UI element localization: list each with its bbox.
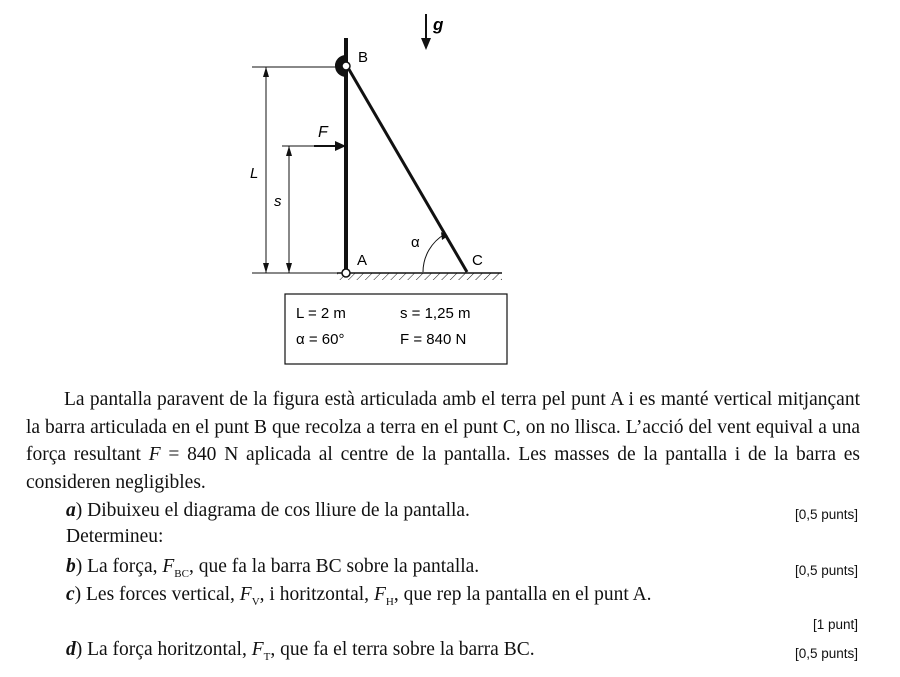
data-s: s = 1,25 m xyxy=(400,305,471,322)
question-a xyxy=(66,500,470,522)
question-d-text-2: , que fa el terra sobre la barra BC. xyxy=(270,639,535,660)
hinge-a xyxy=(342,269,350,277)
question-d xyxy=(66,639,535,663)
gravity-arrow xyxy=(421,14,431,50)
data-f: F = 840 N xyxy=(400,331,467,348)
question-d-letter: d xyxy=(66,639,76,660)
angle-alpha-label: α xyxy=(411,234,420,251)
statement-text-1: La pantalla paravent de la figura està articulada amb el terra pel punt A i es manté vertical mitjançant la barra articulada en el punt B que recolza a terra en el punt C, on no llisca. L’acció del vent equival a una força resultant xyxy=(26,389,860,465)
data-l: L = 2 m xyxy=(296,305,346,322)
point-a-label: A xyxy=(357,252,368,269)
question-d-var: F xyxy=(251,639,264,660)
question-a-points: [0,5 punts] xyxy=(794,507,858,522)
problem-statement xyxy=(26,386,860,496)
point-c-label: C xyxy=(472,252,483,269)
question-c-text-2: , i horitzontal, xyxy=(259,584,374,605)
question-b-letter: b xyxy=(66,556,76,577)
question-c-text-3: , que rep la pantalla en el punt A. xyxy=(393,584,652,605)
question-b xyxy=(66,556,479,580)
determine-label: Determineu: xyxy=(66,526,164,547)
force-f-label: F xyxy=(318,124,328,141)
question-c xyxy=(66,584,652,608)
dimension-L-label: L xyxy=(250,165,259,182)
question-d-points: [0,5 punts] xyxy=(794,646,858,661)
question-b-text-1: ) La força, xyxy=(75,556,163,577)
point-b-label: B xyxy=(358,49,369,66)
dimension-s-label: s xyxy=(274,193,282,210)
question-c-text-1: ) Les forces vertical, xyxy=(74,584,240,605)
question-c-var-2: F xyxy=(373,584,386,605)
question-d-sub: T xyxy=(263,650,271,663)
question-b-sub: BC xyxy=(174,567,189,580)
ground xyxy=(337,273,502,280)
question-b-var: F xyxy=(162,556,175,577)
statement-text-2: = 840 N aplicada al centre de la pantalla. Les masses de la pantalla i de la barra es consideren negligibles. xyxy=(26,444,860,493)
statement-var-f: F xyxy=(148,444,161,465)
gravity-label: g xyxy=(433,15,444,34)
force-f-arrow xyxy=(314,141,346,151)
dimension-L xyxy=(263,67,269,273)
dimension-s xyxy=(286,146,292,273)
angle-alpha-arc xyxy=(423,232,448,272)
question-b-text-2: , que fa la barra BC sobre la pantalla. xyxy=(188,556,480,577)
question-c-letter: c xyxy=(66,584,75,605)
data-alpha: α = 60° xyxy=(296,331,345,348)
question-a-text: ) Dibuixeu el diagrama de cos lliure de la pantalla. xyxy=(75,500,470,521)
question-d-text-1: ) La força horitzontal, xyxy=(75,639,252,660)
question-c-var-1: F xyxy=(239,584,252,605)
bar-bc xyxy=(347,66,467,272)
question-c-sub-2: H xyxy=(385,595,394,608)
question-a-letter: a xyxy=(66,500,76,521)
question-c-points: [1 punt] xyxy=(812,617,858,632)
question-c-sub-1: V xyxy=(251,595,260,608)
question-b-points: [0,5 punts] xyxy=(794,563,858,578)
